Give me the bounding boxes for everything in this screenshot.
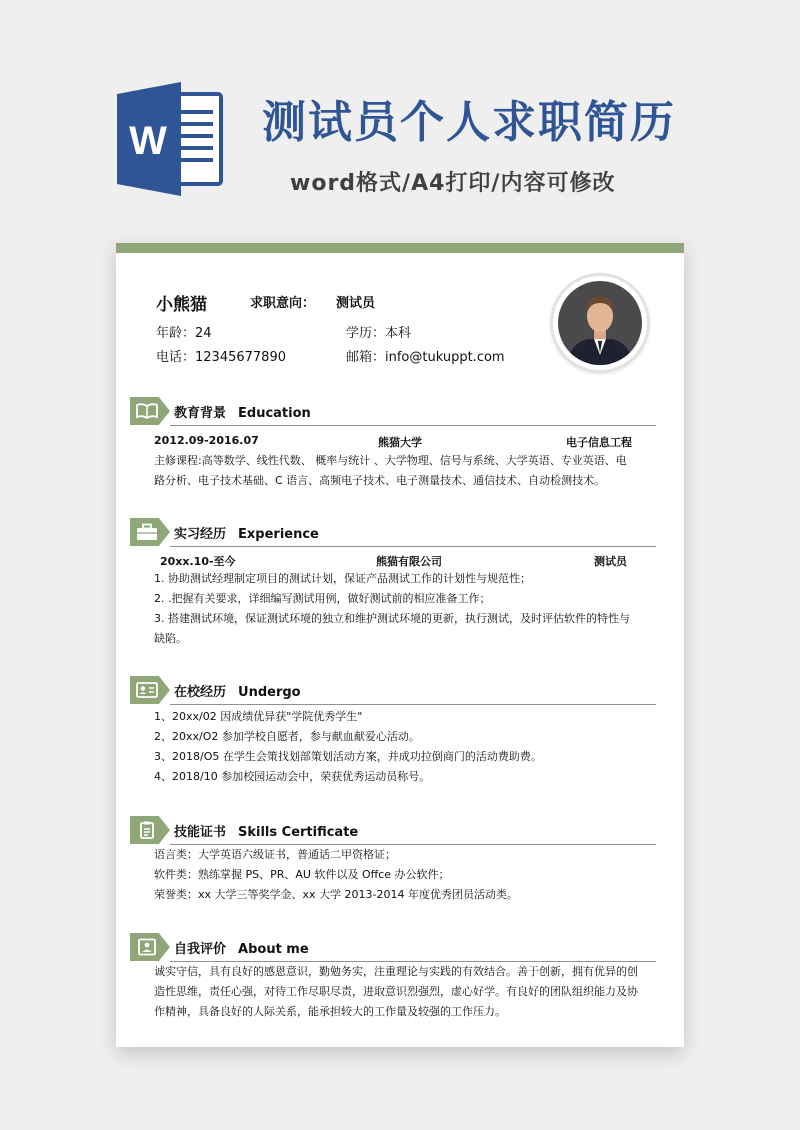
- accent-top-bar: [116, 243, 684, 253]
- resume-page: [116, 243, 684, 1047]
- education-major: 电子信息工程: [566, 436, 632, 449]
- self-evaluation: [154, 962, 660, 1022]
- job-intent-value: 测试员: [336, 296, 376, 311]
- banner: [0, 0, 800, 235]
- briefcase-icon: [130, 518, 170, 546]
- paragraph-line: 路分析、电子技术基础、C 语言、高频电子技术、电子测量技术、通信技术、自动检测技术。: [154, 474, 606, 487]
- list-item: 4、2018/10 参加校园运动会中，荣获优秀运动员称号。: [154, 770, 431, 783]
- email-field: 邮箱：info@tukuppt.com: [346, 350, 505, 365]
- clipboard-icon: [130, 816, 170, 844]
- section-divider: [170, 704, 656, 705]
- section-divider: [170, 546, 656, 547]
- experience-company: 熊猫有限公司: [376, 555, 442, 568]
- paragraph-line: 3. 搭建测试环境，保证测试环境的独立和维护测试环境的更新，执行测试，及时评估软件的特性与: [154, 612, 630, 625]
- education-level-field: 学历：本科: [346, 326, 412, 341]
- education-period: 2012.09-2016.07: [154, 434, 259, 447]
- experience-role: 测试员: [594, 555, 627, 568]
- education-school: 熊猫大学: [378, 436, 422, 449]
- book-icon: [130, 397, 170, 425]
- person-icon: [130, 933, 170, 961]
- education-title: 教育背景: [174, 406, 227, 421]
- list-item: 3、2018/O5 在学生会策找划部策划活动方案，并成功拉倒商门的活动费助费。: [154, 750, 542, 763]
- list-item: 1、20xx/02 因成绩优异获"学院优秀学生": [154, 710, 363, 723]
- age-field: 年龄：24: [156, 326, 212, 341]
- campus-title: 在校经历: [174, 685, 227, 700]
- skills-title: 技能证书: [174, 825, 227, 840]
- skills-title-en: Skills Certificate: [238, 825, 359, 840]
- campus-experience-list: [154, 707, 660, 787]
- experience-title-en: Experience: [238, 527, 319, 542]
- education-title-en: Education: [238, 406, 311, 421]
- paragraph-line: 1. 协助测试经理制定项目的测试计划，保证产品测试工作的计划性与规范性；: [154, 572, 531, 585]
- list-item: 荣誉类：xx 大学三等奖学金、xx 大学 2013-2014 年度优秀团员活动类。: [154, 888, 518, 901]
- skills-list: [154, 845, 660, 905]
- document-subtitle: word格式/A4打印/内容可修改: [290, 171, 616, 196]
- job-intent-label: 求职意向：: [250, 296, 316, 311]
- about-section-header: [130, 933, 657, 963]
- paragraph-line: 缺陷。: [154, 632, 187, 645]
- experience-period: 20xx.10-至今: [160, 555, 236, 568]
- list-item: 软件类：熟练掌握 PS、PR、AU 软件以及 Offce 办公软件；: [154, 868, 450, 881]
- experience-title: 实习经历: [174, 527, 227, 542]
- list-item: 2、20xx/O2 参加学校自愿者，参与献血献爱心活动。: [154, 730, 420, 743]
- experience-duties: [154, 569, 660, 649]
- paragraph-line: 造性思维，责任心强，对待工作尽职尽责，进取意识烈强烈，虚心好学。有良好的团队组织能力及协: [154, 985, 638, 998]
- campus-section-header: [130, 676, 657, 706]
- phone-field: 电话：12345677890: [156, 350, 286, 365]
- document-title: 测试员个人求职简历: [262, 97, 676, 148]
- paragraph-line: 主修课程:高等数学、线性代数、 概率与统计 、大学物理、信号与系统、大学英语、专业英语、电: [154, 454, 627, 467]
- education-courses: [154, 451, 660, 491]
- education-section-header: [130, 397, 657, 427]
- svg-text:W: W: [129, 119, 167, 163]
- experience-section-header: [130, 518, 657, 548]
- about-title: 自我评价: [174, 942, 227, 957]
- profile-photo: [553, 276, 647, 370]
- word-document-icon: [117, 80, 227, 198]
- paragraph-line: 作精神，具备良好的人际关系，能承担较大的工作量及较强的工作压力。: [154, 1005, 506, 1018]
- campus-title-en: Undergo: [238, 685, 301, 700]
- id-card-icon: [130, 676, 170, 704]
- paragraph-line: 诚实守信，具有良好的感恩意识，勤勉务实，注重理论与实践的有效结合。善于创新，拥有优异的创: [154, 965, 638, 978]
- section-divider: [170, 425, 656, 426]
- paragraph-line: 2. .把握有关要求，详细编写测试用例，做好测试前的相应准备工作；: [154, 592, 491, 605]
- skills-section-header: [130, 816, 657, 846]
- candidate-name: 小熊猫: [156, 295, 207, 315]
- about-title-en: About me: [238, 942, 309, 957]
- list-item: 语言类：大学英语六级证书，普通话二甲资格证；: [154, 848, 396, 861]
